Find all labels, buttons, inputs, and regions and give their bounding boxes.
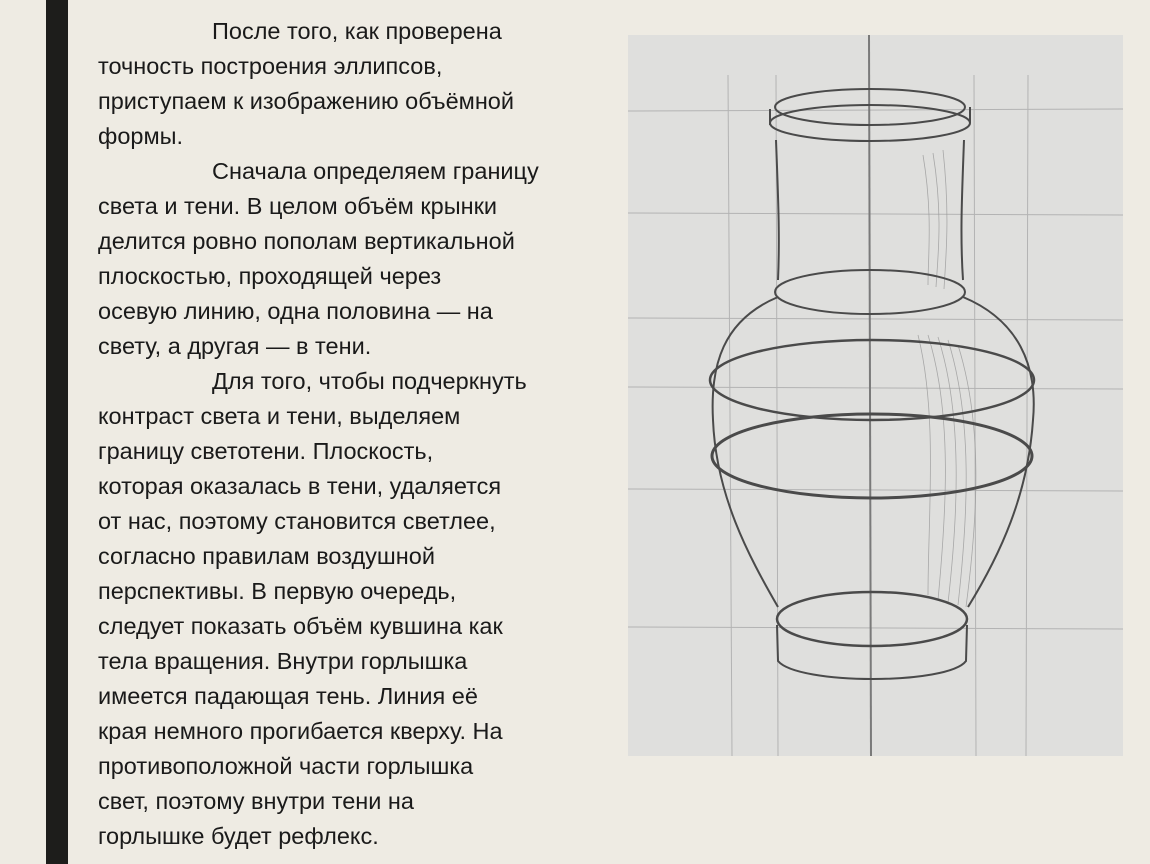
text-line: плоскостью, проходящей через	[98, 263, 442, 289]
text-line: от нас, поэтому становится светлее,	[98, 508, 496, 534]
text-line: имеется падающая тень. Линия её	[98, 683, 478, 709]
text-line: края немного прогибается кверху. На	[98, 718, 503, 744]
vase-pencil-drawing	[628, 35, 1123, 756]
text-line: которая оказалась в тени, удаляется	[98, 473, 502, 499]
vase-sketch-image	[628, 35, 1123, 756]
text-line: Сначала определяем границу	[212, 158, 539, 184]
text-line: делится ровно пополам вертикальной	[98, 228, 515, 254]
text-line: контраст света и тени, выделяем	[98, 403, 461, 429]
paragraph-1	[98, 14, 628, 154]
text-line: горлышке будет рефлекс.	[98, 823, 379, 849]
text-line: границу светотени. Плоскость,	[98, 438, 434, 464]
body-text	[98, 14, 628, 854]
text-line: противоположной части горлышка	[98, 753, 474, 779]
text-line: свету, а другая — в тени.	[98, 333, 372, 359]
text-line: тела вращения. Внутри горлышка	[98, 648, 468, 674]
text-line: осевую линию, одна половина — на	[98, 298, 493, 324]
text-line: свет, поэтому внутри тени на	[98, 788, 414, 814]
left-accent-bar	[46, 0, 68, 864]
text-line: формы.	[98, 123, 184, 149]
text-line: света и тени. В целом объём крынки	[98, 193, 497, 219]
text-line: точность построения эллипсов,	[98, 53, 443, 79]
text-line: согласно правилам воздушной	[98, 543, 435, 569]
text-line: следует показать объём кувшина как	[98, 613, 503, 639]
text-line: приступаем к изображению объёмной	[98, 88, 515, 114]
text-line: После того, как проверена	[212, 18, 502, 44]
text-line: Для того, чтобы подчеркнуть	[212, 368, 527, 394]
text-line: перспективы. В первую очередь,	[98, 578, 457, 604]
paragraph-2	[98, 154, 628, 364]
paragraph-3	[98, 364, 628, 854]
